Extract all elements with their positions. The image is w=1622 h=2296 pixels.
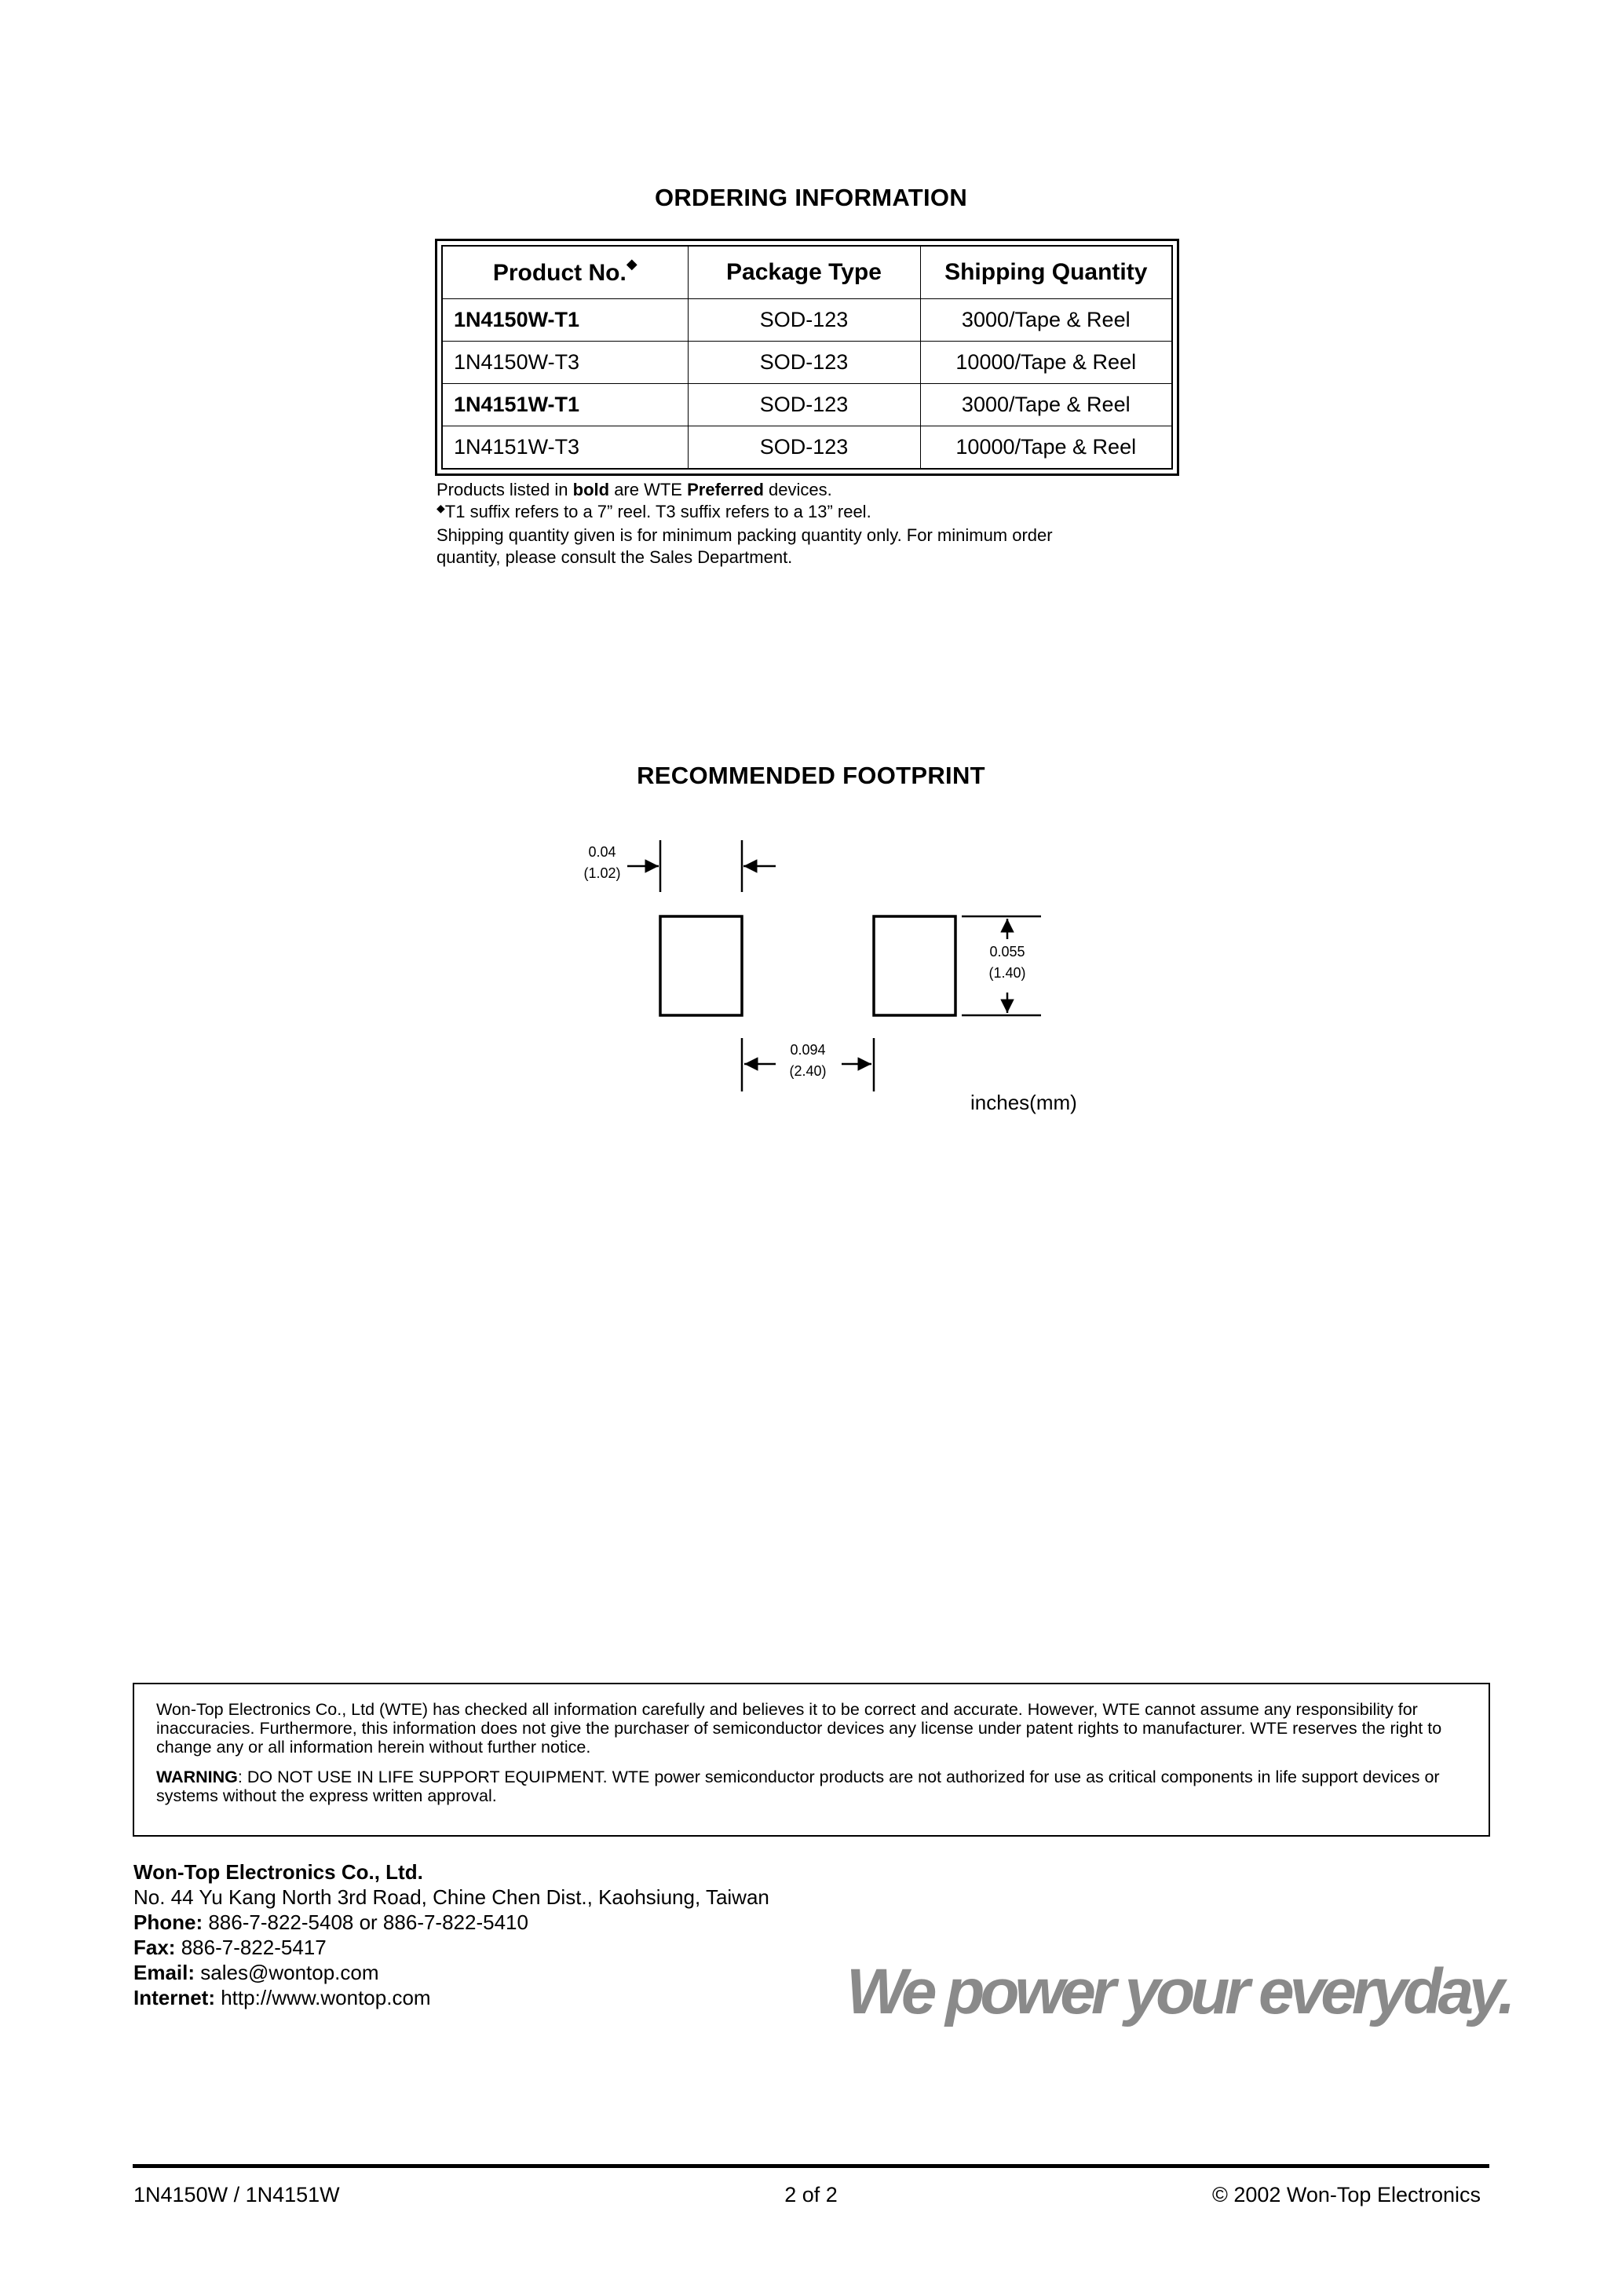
phone-line: Phone: 886-7-822-5408 or 886-7-822-5410 bbox=[133, 1910, 528, 1934]
product-cell: 1N4151W-T1 bbox=[442, 384, 688, 426]
dim-gap-label: 0.094 (2.40) bbox=[789, 1042, 827, 1079]
fax-line: Fax: 886-7-822-5417 bbox=[133, 1936, 327, 1959]
shipping-cell: 3000/Tape & Reel bbox=[920, 299, 1172, 342]
pad-left bbox=[660, 916, 742, 1015]
header-shipping: Shipping Quantity bbox=[920, 246, 1172, 299]
footprint-drawing bbox=[0, 0, 1622, 1115]
footer-page-number: 2 of 2 bbox=[784, 2183, 838, 2206]
package-cell: SOD-123 bbox=[688, 299, 920, 342]
units-label: inches(mm) bbox=[970, 1091, 1077, 1114]
ordering-title: ORDERING INFORMATION bbox=[654, 184, 968, 211]
website-link[interactable]: http://www.wontop.com bbox=[215, 1986, 431, 2009]
note-shipping-line2: quantity, please consult the Sales Department. bbox=[437, 547, 793, 567]
shipping-cell: 10000/Tape & Reel bbox=[920, 342, 1172, 384]
shipping-cell: 10000/Tape & Reel bbox=[920, 426, 1172, 470]
header-product: Product No.◆ bbox=[442, 246, 688, 299]
package-cell: SOD-123 bbox=[688, 384, 920, 426]
dim-width-lines bbox=[627, 840, 776, 892]
footer-part-numbers: 1N4150W / 1N4151W bbox=[133, 2183, 340, 2206]
footprint-title: RECOMMENDED FOOTPRINT bbox=[637, 762, 985, 789]
disclaimer-text: Won-Top Electronics Co., Ltd (WTE) has checked all information carefully and believes it to be correct and accurate. However, WTE cannot assume any responsibility for inaccuracies. Furthermore, this information does not give the purchaser of semiconductor devices any license under patent rights to manufacturer. WTE reserves the right to change any or all information herein without further notice. bbox=[156, 1700, 1442, 1757]
company-name: Won-Top Electronics Co., Ltd. bbox=[133, 1860, 423, 1884]
pad-right bbox=[874, 916, 955, 1015]
note-shipping-line1: Shipping quantity given is for minimum packing quantity only. For minimum order bbox=[437, 525, 1053, 545]
email-link[interactable]: sales@wontop.com bbox=[195, 1961, 379, 1984]
internet-line: Internet: http://www.wontop.com bbox=[133, 1986, 431, 2009]
warning-text: WARNING: DO NOT USE IN LIFE SUPPORT EQUIPMENT. WTE power semiconductor products are not authorized for use as critical components in life support devices or systems without the express written approval. bbox=[156, 1768, 1440, 1805]
footer-copyright: © 2002 Won-Top Electronics bbox=[1211, 2183, 1481, 2206]
product-cell: 1N4150W-T1 bbox=[442, 299, 688, 342]
dim-height-label: 0.055 (1.40) bbox=[988, 944, 1026, 981]
package-cell: SOD-123 bbox=[688, 426, 920, 470]
disclaimer-box bbox=[133, 1683, 1490, 1837]
dim-width-label: 0.04 (1.02) bbox=[583, 844, 621, 881]
package-cell: SOD-123 bbox=[688, 342, 920, 384]
footer-divider bbox=[133, 2164, 1489, 2168]
diamond-mark-icon: ◆ bbox=[437, 502, 445, 514]
note-suffix: ◆T1 suffix refers to a 7” reel. T3 suffix refers to a 13” reel. bbox=[437, 502, 871, 521]
product-cell: 1N4150W-T3 bbox=[442, 342, 688, 384]
header-package: Package Type bbox=[688, 246, 920, 299]
company-address: No. 44 Yu Kang North 3rd Road, Chine Chen Dist., Kaohsiung, Taiwan bbox=[133, 1885, 769, 1909]
email-line: Email: sales@wontop.com bbox=[133, 1961, 379, 1984]
diamond-mark-icon: ◆ bbox=[626, 255, 637, 272]
product-cell: 1N4151W-T3 bbox=[442, 426, 688, 470]
tagline: We power your everyday. bbox=[846, 1956, 1511, 2027]
note-preferred: Products listed in bold are WTE Preferred devices. bbox=[437, 480, 832, 499]
contact-block bbox=[133, 1859, 769, 2010]
shipping-cell: 3000/Tape & Reel bbox=[920, 384, 1172, 426]
